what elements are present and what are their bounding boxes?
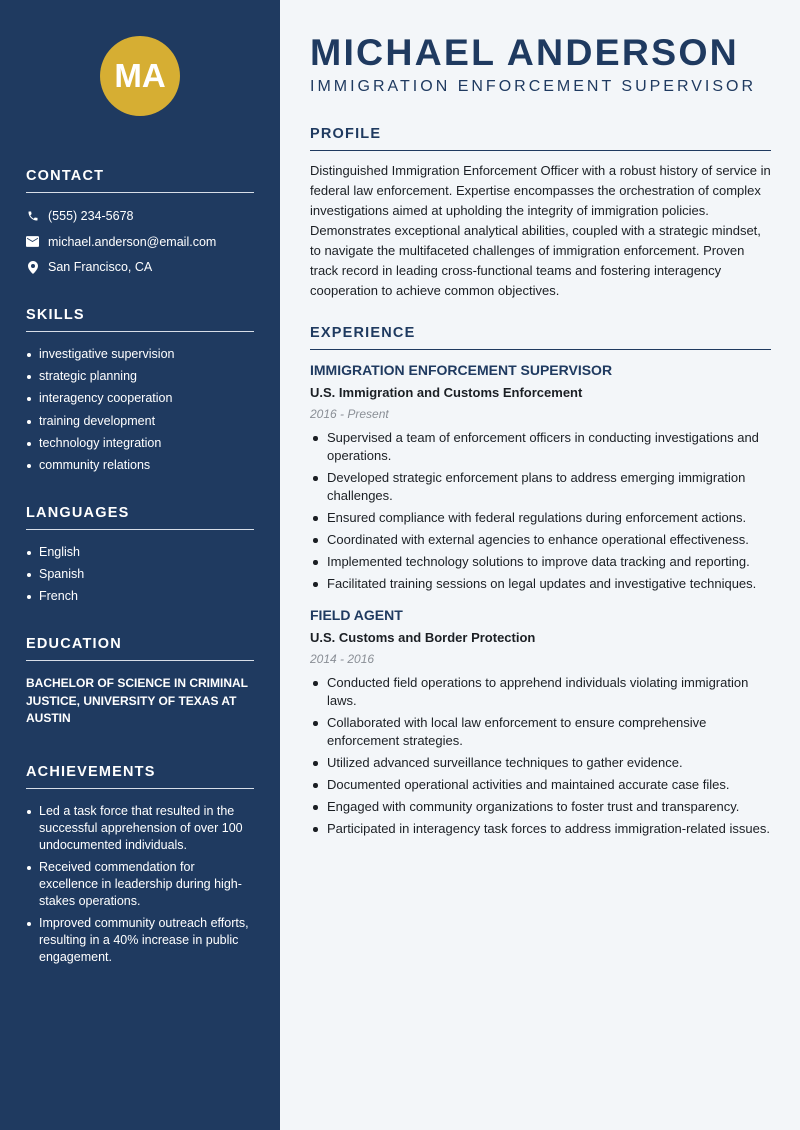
experience-heading: EXPERIENCE [310, 325, 771, 350]
skill-item: interagency cooperation [26, 390, 254, 407]
skills-section [26, 307, 254, 474]
achievements-section [26, 764, 254, 966]
job-dates: 2016 - Present [310, 407, 389, 421]
job-entry [310, 362, 771, 593]
achievement-item: Led a task force that resulted in the successful apprehension of over 100 undocumented individuals. [26, 803, 254, 854]
achievement-item: Improved community outreach efforts, resulting in a 40% increase in public engagement. [26, 915, 254, 966]
contact-section [26, 168, 254, 276]
skill-item: community relations [26, 457, 254, 474]
education-heading: EDUCATION [26, 636, 254, 661]
profile-text: Distinguished Immigration Enforcement Officer with a robust history of service in federal law enforcement. Expertise encompasses the orchestration of complex investigations aimed at upholding the integrity of immigration policies. Demonstrates exceptional analytical abilities, coupled with a strategic mindset, to navigate the multifaceted challenges of immigration enforcement. Proven track record in leading cross-functional teams and fostering interagency cooperation to achieve common objectives. [310, 163, 771, 298]
language-item: Spanish [26, 566, 254, 583]
job-bullets [310, 429, 771, 593]
job-company: U.S. Immigration and Customs Enforcement [310, 385, 583, 400]
achievements-heading: ACHIEVEMENTS [26, 764, 254, 789]
sidebar [0, 0, 280, 1130]
contact-email [26, 233, 254, 251]
contact-phone [26, 207, 254, 225]
job-dates: 2014 - 2016 [310, 652, 375, 666]
phone-text: (555) 234-5678 [48, 209, 134, 223]
skill-item: technology integration [26, 435, 254, 452]
languages-list [26, 544, 254, 605]
language-item: French [26, 588, 254, 605]
job-bullet: Conducted field operations to apprehend individuals violating immigration laws. [310, 674, 771, 710]
profile-heading: PROFILE [310, 126, 771, 151]
job-entry [310, 607, 771, 838]
phone-icon [26, 210, 39, 223]
job-bullet: Supervised a team of enforcement officers in conducting investigations and operations. [310, 429, 771, 465]
map-pin-icon [26, 261, 39, 274]
contact-heading: CONTACT [26, 168, 254, 193]
envelope-icon [26, 235, 39, 248]
job-bullet: Documented operational activities and maintained accurate case files. [310, 776, 771, 794]
job-bullet: Coordinated with external agencies to enhance operational effectiveness. [310, 531, 771, 549]
language-item: English [26, 544, 254, 561]
job-bullet: Utilized advanced surveillance techniques to gather evidence. [310, 754, 771, 772]
avatar: MA [100, 36, 180, 116]
job-title: FIELD AGENT [310, 607, 403, 623]
job-bullet: Ensured compliance with federal regulations during enforcement actions. [310, 509, 771, 527]
job-bullet: Developed strategic enforcement plans to address emerging immigration challenges. [310, 469, 771, 505]
languages-heading: LANGUAGES [26, 505, 254, 530]
job-bullet: Participated in interagency task forces to address immigration-related issues. [310, 820, 771, 838]
experience-section [310, 325, 771, 838]
profile-section [310, 126, 771, 301]
job-bullet: Implemented technology solutions to improve data tracking and reporting. [310, 553, 771, 571]
skills-heading: SKILLS [26, 307, 254, 332]
email-text: michael.anderson@email.com [48, 234, 217, 249]
candidate-name: MICHAEL ANDERSON [310, 31, 739, 73]
skill-item: strategic planning [26, 368, 254, 385]
job-bullets [310, 674, 771, 838]
languages-section [26, 505, 254, 605]
skill-item: training development [26, 413, 254, 430]
job-title: IMMIGRATION ENFORCEMENT SUPERVISOR [310, 362, 613, 378]
contact-location [26, 258, 254, 276]
job-bullet: Engaged with community organizations to foster trust and transparency. [310, 798, 771, 816]
achievements-list [26, 803, 254, 966]
education-section [26, 636, 254, 728]
achievement-item: Received commendation for excellence in leadership during high-stakes operations. [26, 859, 254, 910]
job-company: U.S. Customs and Border Protection [310, 630, 536, 645]
education-degree: BACHELOR OF SCIENCE IN CRIMINAL JUSTICE, UNIVERSITY OF TEXAS AT AUSTIN [26, 676, 248, 726]
job-bullet: Facilitated training sessions on legal updates and investigative techniques. [310, 575, 771, 593]
candidate-title: IMMIGRATION ENFORCEMENT SUPERVISOR [310, 78, 757, 95]
skills-list [26, 346, 254, 474]
location-text: San Francisco, CA [48, 260, 153, 274]
skill-item: investigative supervision [26, 346, 254, 363]
main-content [280, 0, 800, 1130]
job-bullet: Collaborated with local law enforcement to ensure comprehensive enforcement strategies. [310, 714, 771, 750]
